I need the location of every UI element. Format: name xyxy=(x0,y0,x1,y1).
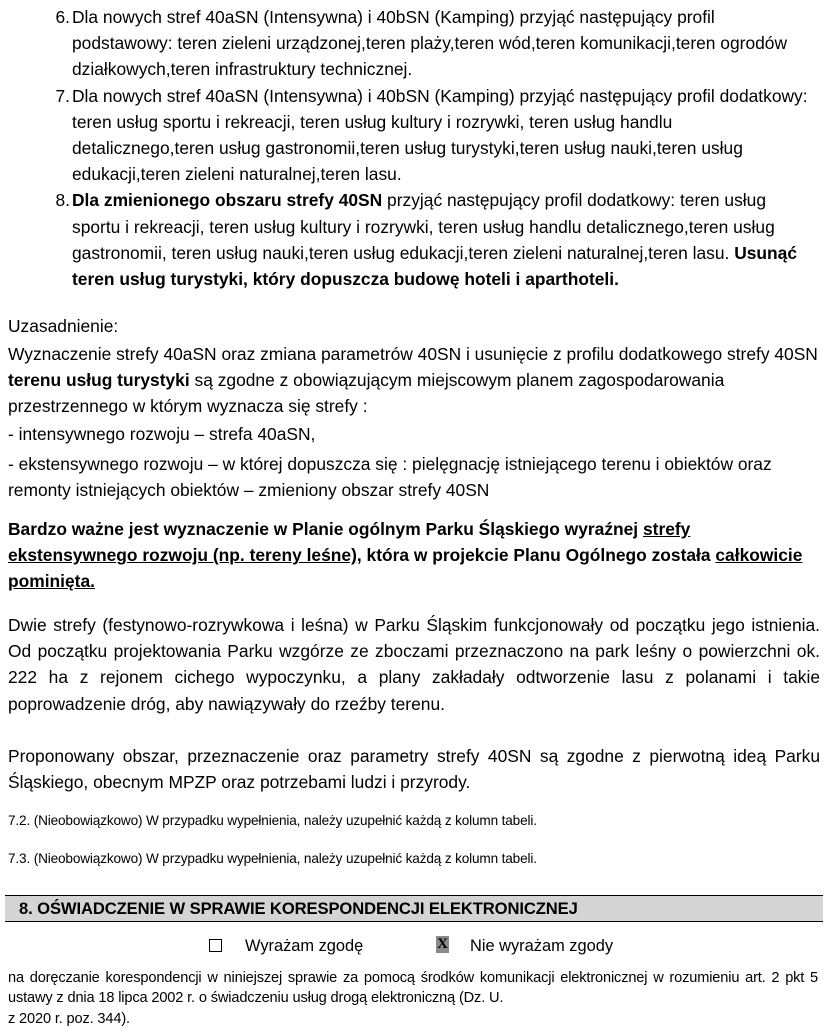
emphasis-underlined-1: strefy ekstensywnego rozwoju (np. tereny leśne) xyxy=(8,519,691,566)
emphasis-block xyxy=(8,516,820,595)
consent-no-label[interactable]: Nie wyrażam zgody xyxy=(470,937,614,955)
justification-p1-part1: Wyznaczenie strefy 40aSN oraz zmiana parametrów 40SN i usunięcie z profilu dodatkowego strefy 40SN xyxy=(8,344,818,364)
list-item-8-marker: 8. xyxy=(55,190,70,211)
list-item-6 xyxy=(0,4,825,83)
justification-paragraph-1 xyxy=(8,341,820,420)
section-8-header-bar xyxy=(5,895,823,922)
list-item-7 xyxy=(0,83,825,188)
list-item-8-bold-lead: Dla zmienionego obszaru strefy 40SN xyxy=(72,190,383,211)
consent-legal-text xyxy=(8,968,818,1029)
list-item-6-marker: 6. xyxy=(55,7,70,27)
list-item-8-text: przyjąć następujący profil dodatkowy: teren usług sportu i rekreacji, teren usług kultury i rozrywki, teren usług handlu detalicznego,teren usług gastronomii, teren usług nauki,teren usług edukacji,teren zieleni naturalnej,teren lasu. xyxy=(72,190,775,263)
list-item-7-text: Dla nowych stref 40aSN (Intensywna) i 40bSN (Kamping) przyjąć następujący profil dodatkowy: teren usług sportu i rekreacji, teren usług kultury i rozrywki, teren usług handlu detalicznego,teren usług gastronomii,teren usług turystyki,teren usług nauki,teren usług edukacji,teren zieleni naturalnej,teren lasu. xyxy=(72,85,808,185)
consent-yes-checkbox[interactable] xyxy=(209,939,222,952)
emphasis-underlined-2: całkowicie pominięta. xyxy=(8,545,803,592)
list-item-6-text: Dla nowych stref 40aSN (Intensywna) i 40bSN (Kamping) przyjąć następujący profil podstawowy: teren zieleni urządzonej,teren plaży,teren wód,teren komunikacji,teren ogrodów działkowych,teren infrastruktury technicznej. xyxy=(72,7,788,80)
justification-p1-part2: są zgodne z obowiązującym miejscowym planem zagospodarowania przestrzennego w którym wyznacza się strefy : xyxy=(8,370,725,417)
consent-legal-line-1: na doręczanie korespondencji w niniejszej sprawie za pomocą środków komunikacji elektronicznej xyxy=(8,970,648,986)
consent-no-checkbox[interactable]: X xyxy=(437,936,448,952)
note-7-2: 7.2. (Nieobowiązkowo) W przypadku wypełnienia, należy uzupełnić każdą z kolumn tabeli. xyxy=(8,813,537,828)
body-paragraph-2: Proponowany obszar, przeznaczenie oraz parametry strefy 40SN są zgodne z pierwotną ideą Parku Śląskiego, obecnym MPZP oraz potrzebami ludzi i przyrody. xyxy=(8,746,820,793)
justification-bullet-1: - intensywnego rozwoju – strefa 40aSN, xyxy=(8,424,316,444)
body-paragraph-1: Dwie strefy (festynowo-rozrywkowa i leśna) w Parku Śląskim funkcjonowały od początku jego istnienia. Od początku projektowania Parku wzgórze ze zboczami przeznaczono na park leśny o powierzchni ok. 222 ha z rejonem cichego wypoczynku, a plany zakładały odtworzenie lasu z polanami i takie poprowadzenie dróg, aby nawiązywały do rzeźby terenu. xyxy=(8,615,820,714)
numbered-list xyxy=(0,4,825,292)
justification-p1-bold: terenu usług turystyki xyxy=(8,370,190,391)
justification-bullet-2: - ekstensywnego rozwoju – w której dopuszcza się : pielęgnację istniejącego terenu i obiektów oraz remonty istniejących obiektów – zmieniony obszar strefy 40SN xyxy=(8,454,772,501)
list-item-8-bold-tail: Usunąć teren usług turystyki, który dopuszcza budowę hoteli i aparthoteli. xyxy=(72,242,798,290)
consent-yes-label[interactable]: Wyrażam zgodę xyxy=(245,937,364,955)
consent-legal-line-3: z 2020 r. poz. 344). xyxy=(8,1010,130,1027)
justification-heading: Uzasadnienie: xyxy=(8,316,119,336)
list-item-7-marker: 7. xyxy=(55,85,70,106)
section-8-title: 8. OŚWIADCZENIE W SPRAWIE KORESPONDENCJI ELEKTRONICZNEJ xyxy=(19,899,578,918)
emphasis-part-2: , która w projekcie Planu Ogólnego została xyxy=(356,545,716,566)
note-7-3: 7.3. (Nieobowiązkowo) W przypadku wypełnienia, należy uzupełnić każdą z kolumn tabeli. xyxy=(8,851,537,866)
consent-row xyxy=(0,934,825,962)
consent-legal-line-2: w rozumieniu art. 2 pkt 5 ustawy z dnia 18 lipca 2002 r. o świadczeniu usług drogą elektroniczną (Dz. U. xyxy=(8,970,818,1007)
list-item-8 xyxy=(0,187,825,292)
emphasis-part-1: Bardzo ważne jest wyznaczenie w Planie ogólnym Parku Śląskiego wyraźnej xyxy=(8,519,643,539)
